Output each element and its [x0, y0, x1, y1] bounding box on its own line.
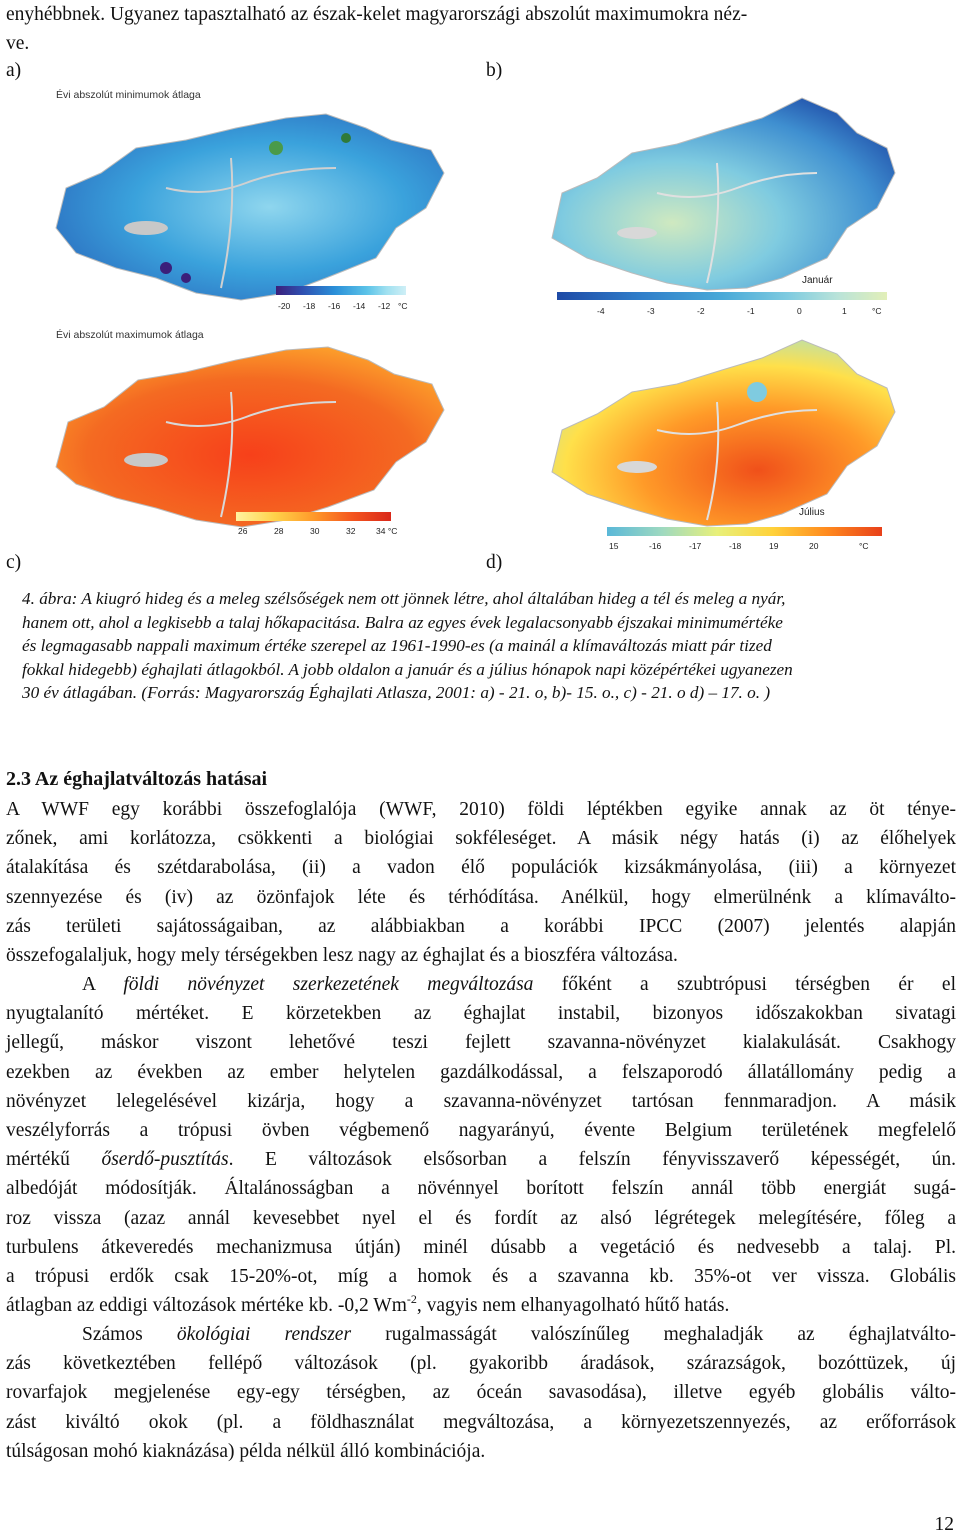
p3-line: rovarfajok megjelenése egy-egy térségben, az óceán savasodása), illetve egyéb globális válto- — [6, 1382, 956, 1404]
svg-text:1: 1 — [842, 306, 847, 316]
svg-text:-4: -4 — [597, 306, 605, 316]
map-absolute-maximum — [46, 322, 456, 547]
paragraph-3 — [6, 1320, 956, 1466]
svg-text:°C: °C — [872, 306, 882, 316]
emphasis-deforestation: őserdő-pusztítás — [101, 1149, 229, 1171]
svg-text:0: 0 — [797, 306, 802, 316]
svg-text:26: 26 — [238, 526, 248, 536]
caption-line-1: 4. ábra: A kiugró hideg és a meleg szélsőségek nem ott jönnek létre, ahol általában hideg a tél és meleg a nyár, — [22, 589, 786, 608]
map-d-month: Július — [799, 507, 825, 518]
p2-line: nyugtalanító mértéket. E körzetekben az éghajlat instabil, bizonyos időszakokban sivatagi — [6, 1003, 956, 1025]
svg-text:19: 19 — [769, 541, 779, 551]
caption-line-3: és legmagasabb nappali maximum értéke szerepel az 1961-1990-es (a mainál a klímaváltozás miatt pár tized — [22, 636, 772, 656]
p1-line: zőnek, ami korlátozza, csökkenti a biológiai sokféleséget. A másik négy hatás (i) az élőhelyek — [6, 828, 956, 850]
p2-line: növényzet lelegelésével kizárja, hogy a szavanna-növényzet tartósan fennmaradjon. A másik — [6, 1090, 956, 1112]
map-d-shape — [552, 340, 895, 526]
svg-text:30: 30 — [310, 526, 320, 536]
caption-line-4: fokkal hidegebb) éghajlati átlagokból. A jobb oldalon a január és a július hónapok napi középértékei ugyanezen — [22, 659, 793, 679]
paragraph-1 — [6, 795, 956, 970]
panel-label-b: b) — [486, 60, 503, 81]
p2-line: roz vissza (azaz annál kevesebbet nyel el és fordít az alsó légrétegek melegítésére, főleg a — [6, 1207, 956, 1229]
svg-text:32: 32 — [346, 526, 356, 536]
map-a-ticks — [278, 301, 408, 311]
map-a-title: Évi abszolút minimumok átlaga — [56, 89, 201, 101]
svg-text:°C: °C — [859, 541, 869, 551]
svg-text:-2: -2 — [697, 306, 705, 316]
map-c-title: Évi abszolút maximumok átlaga — [56, 329, 204, 341]
p1-line: összefogalaljuk, hogy mely térségekben lesz nagy az éghajlat és a bioszféra változása. — [6, 944, 678, 966]
p1-line: szennyezése és (iv) az özönfajok léte és térhódítása. Anélkül, hogy elmerülnénk a klímaválto- — [6, 886, 956, 908]
svg-text:15: 15 — [609, 541, 619, 551]
svg-text:28: 28 — [274, 526, 284, 536]
paragraph-2 — [6, 970, 956, 1320]
svg-text:34 °C: 34 °C — [376, 526, 398, 536]
p1-line: A WWF egy korábbi összefoglalója (WWF, 2010) földi léptékben egyike annak az öt ténye- — [6, 799, 956, 820]
svg-text:-14: -14 — [353, 301, 366, 311]
p3-line: zás következtében fellépő változások (pl. gyakoribb áradások, szárazságok, bozóttüzek, új — [6, 1353, 956, 1375]
map-absolute-minimum — [46, 78, 456, 318]
intro-line-1: enyhébbnek. Ugyanez tapasztalható az észak-kelet magyarországi abszolút maximumokra néz- — [6, 4, 748, 25]
p2-line: átlagban az eddigi változások mértéke kb. -0,2 $Wm^{-2}$, vagyis nem elhanyagolható hűtő hatás. — [6, 1292, 730, 1317]
svg-text:-20: -20 — [278, 301, 291, 311]
map-c-shape — [56, 347, 444, 527]
p3-line: zást kiváltó okok (pl. a földhasználat megváltozása, a környezetszennyezés, az erőforrások — [6, 1411, 956, 1433]
panel-label-c: c) — [6, 552, 22, 573]
map-b-shape — [552, 98, 895, 290]
map-july-mean — [547, 322, 902, 554]
p2-line: A földi növényzet szerkezetének megváltozása főként a szubtrópusi térségben ér el — [82, 974, 956, 995]
svg-text:-18: -18 — [729, 541, 742, 551]
intro-line-2: ve. — [6, 33, 30, 54]
map-january-mean — [547, 78, 902, 318]
caption-line-2: hanem ott, ahol a legkisebb a talaj hőkapacitása. Balra az egyes évek legalacsonyabb éjszakai minimumértéke — [22, 612, 783, 632]
section-heading: 2.3 Az éghajlatváltozás hatásai — [6, 768, 268, 790]
svg-text:20: 20 — [809, 541, 819, 551]
figure-caption — [22, 587, 952, 705]
map-b-ticks — [597, 306, 882, 316]
svg-text:°C: °C — [398, 301, 408, 311]
panel-label-d: d) — [486, 552, 503, 573]
svg-text:-3: -3 — [647, 306, 655, 316]
svg-text:-16: -16 — [649, 541, 662, 551]
emphasis-ecological-system: ökológiai rendszer — [176, 1324, 352, 1345]
svg-text:-12: -12 — [378, 301, 391, 311]
page-number: 12 — [934, 1514, 954, 1535]
map-c-ticks — [238, 526, 397, 536]
map-a-shape — [56, 114, 444, 300]
svg-text:-18: -18 — [303, 301, 316, 311]
p2-line: mértékű őserdő-pusztítás. E változások elsősorban a felszín fényvisszaverő képességét, ún. — [6, 1149, 957, 1171]
emphasis-vegetation-change: földi növényzet szerkezetének megváltozása — [123, 974, 534, 995]
caption-line-5: 30 év átlagában. (Forrás: Magyarország Éghajlati Atlasza, 2001: a) - 21. o, b)- 15. o., c) - 21. o d) – 17. o. ) — [22, 683, 771, 703]
svg-text:-16: -16 — [328, 301, 341, 311]
p2-line: albedóját módosítják. Általánosságban a növénnyel borított felszín annál több energiát sugá- — [6, 1178, 956, 1200]
p2-line: turbulens átkeveredés mechanizmusa útján) minél dúsabb a vegetáció és nedvesebb a talaj. Pl. — [6, 1236, 956, 1258]
p2-line: ezekben az években az ember helytelen gazdálkodással, a felszaporodó állatállomány pedig a — [6, 1061, 956, 1083]
p2-line: jellegű, máskor viszont lehetővé teszi fejlett szavanna-növényzet kialakulását. Csakhogy — [6, 1032, 956, 1054]
p2-line: a trópusi erdők csak 15-20%-ot, míg a homok és a szavanna kb. 35%-ot ver vissza. Globális — [6, 1265, 956, 1287]
svg-text:-1: -1 — [747, 306, 755, 316]
p2-line: veszélyforrás a trópusi övben végbemenő nagyarányú, évente Belgium területének megfelelő — [6, 1119, 956, 1141]
svg-text:-17: -17 — [689, 541, 702, 551]
p1-line: zás területi sajátosságaiban, az alábbiakban a korábbi IPCC (2007) jelentés alapján — [6, 915, 956, 937]
map-b-month: Január — [802, 275, 833, 286]
panel-label-a: a) — [6, 60, 22, 81]
p3-line: túlságosan mohó kiaknázása) példa nélkül álló kombinációja. — [6, 1440, 486, 1462]
map-d-ticks — [609, 541, 869, 551]
p3-line: Számos ökológiai rendszer rugalmasságát valószínűleg meghaladják az éghajlatválto- — [82, 1324, 956, 1345]
p1-line: átalakítása és szétdarabolása, (ii) a vadon élő populációk kizsákmányolása, (iii) a környezet — [6, 857, 956, 879]
